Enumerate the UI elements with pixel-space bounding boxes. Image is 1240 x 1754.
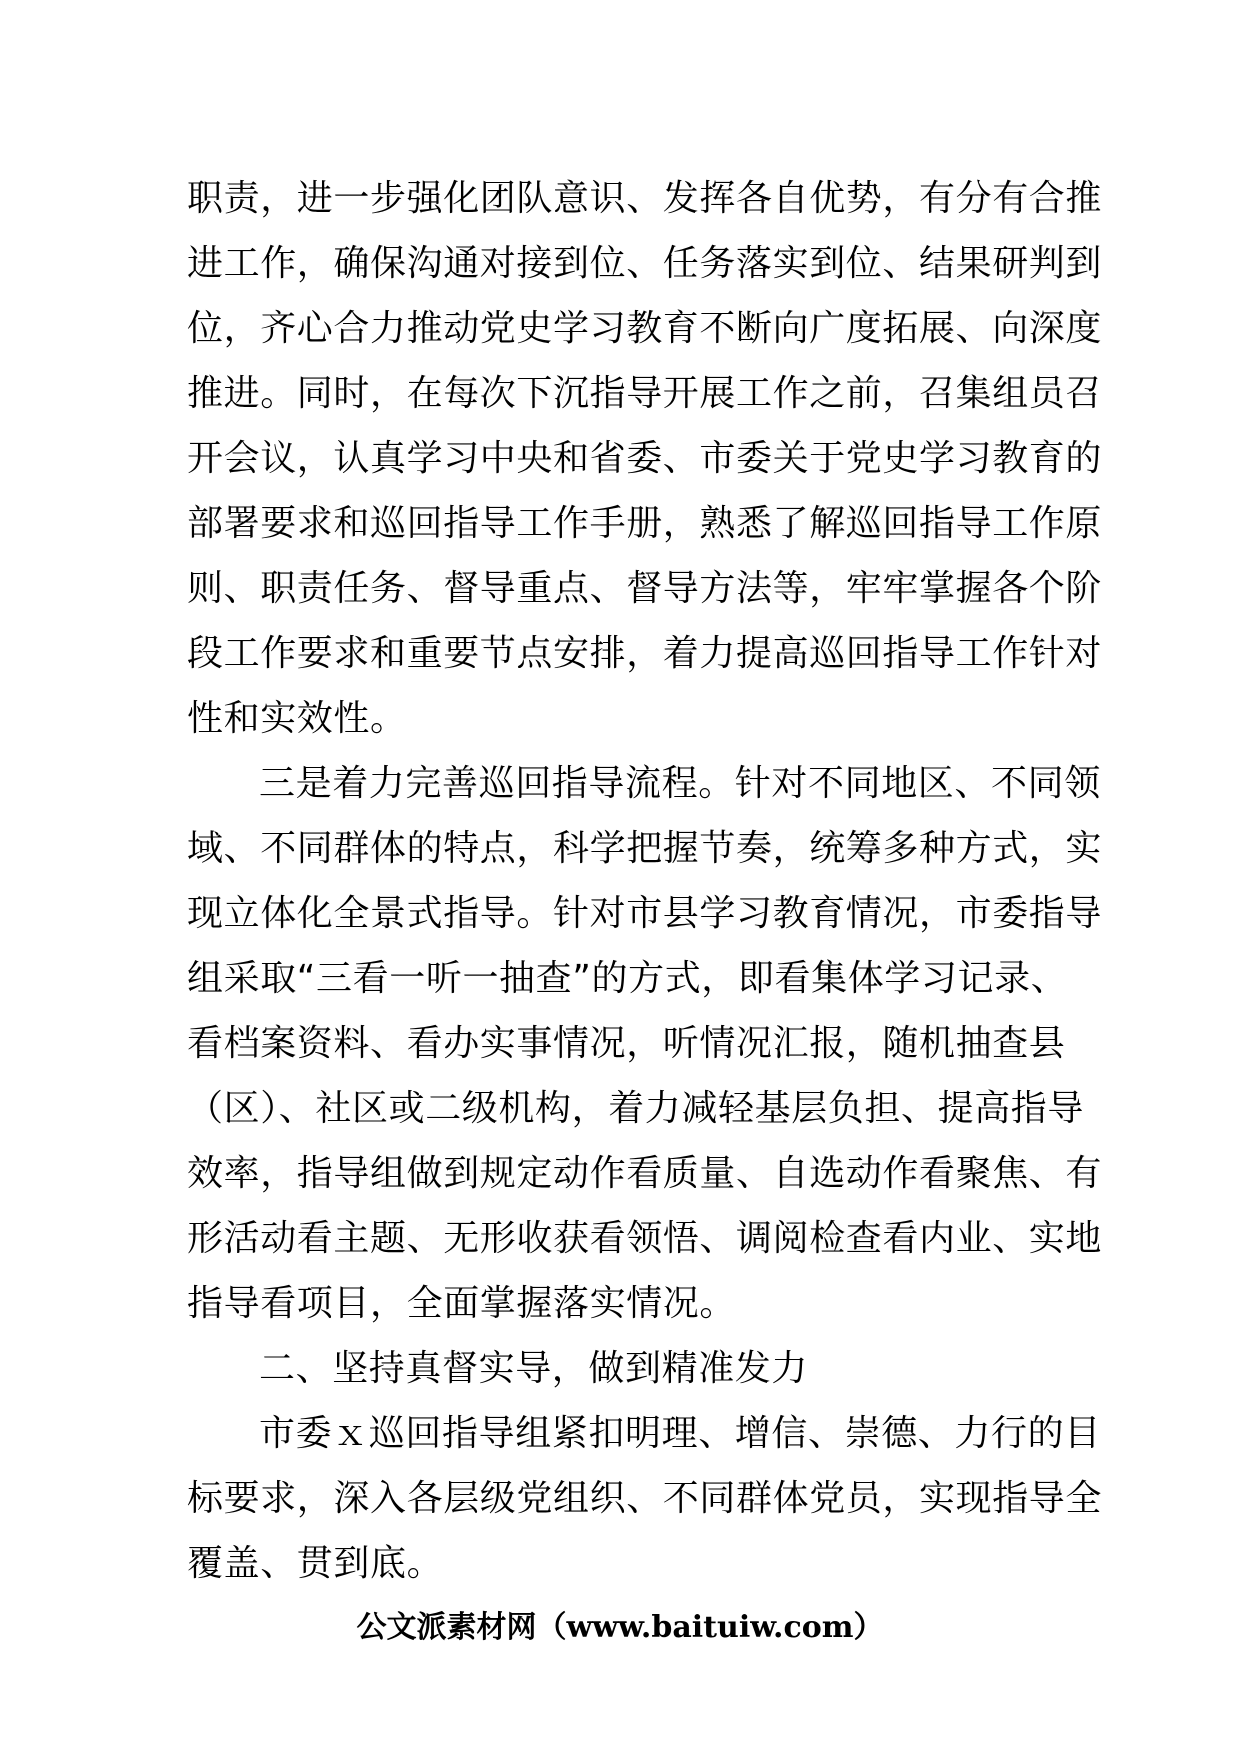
paragraph-line: 现立体化全景式指导。针对市县学习教育情况，市委指导	[187, 893, 1103, 934]
paragraph-line: 效率，指导组做到规定动作看质量、自选动作看聚焦、有	[187, 1153, 1103, 1194]
paragraph-line: 三是着力完善巡回指导流程。针对不同地区、不同领	[259, 763, 1101, 804]
paragraph-2	[187, 751, 1103, 1336]
paragraph-line: 进工作，确保沟通对接到位、任务落实到位、结果研判到	[187, 243, 1103, 284]
paragraph-line: 段工作要求和重要节点安排，着力提高巡回指导工作针对	[187, 633, 1103, 674]
paragraph-line: 开会议，认真学习中央和省委、市委关于党史学习教育的	[187, 438, 1103, 479]
paragraph-1	[187, 166, 1103, 751]
paragraph-line: 位，齐心合力推动党史学习教育不断向广度拓展、向深度	[187, 308, 1103, 349]
paragraph-line: 市委ｘ巡回指导组紧扣明理、增信、崇德、力行的目	[259, 1413, 1101, 1454]
paragraph-line: 看档案资料、看办实事情况，听情况汇报，随机抽查县	[187, 1023, 1066, 1064]
paragraph-line: 则、职责任务、督导重点、督导方法等，牢牢掌握各个阶	[187, 568, 1103, 609]
paragraph-line: 部署要求和巡回指导工作手册，熟悉了解巡回指导工作原	[187, 503, 1103, 544]
paragraph-line: 组采取“三看一听一抽查”的方式，即看集体学习记录、	[187, 958, 1068, 999]
paragraph-line: 形活动看主题、无形收获看领悟、调阅检查看内业、实地	[187, 1218, 1103, 1259]
section-heading: 二、坚持真督实导，做到精准发力	[259, 1348, 809, 1389]
paragraph-line: 职责，进一步强化团队意识、发挥各自优势，有分有合推	[187, 178, 1103, 219]
document-body	[187, 166, 1103, 1596]
paragraph-3	[187, 1401, 1103, 1596]
paragraph-line: 域、不同群体的特点，科学把握节奏，统筹多种方式，实	[187, 828, 1103, 869]
paragraph-line: 标要求，深入各层级党组织、不同群体党员，实现指导全	[187, 1478, 1103, 1519]
paragraph-line: 推进。同时，在每次下沉指导开展工作之前，召集组员召	[187, 373, 1103, 414]
paragraph-line: （区）、社区或二级机构，着力减轻基层负担、提高指导	[187, 1088, 1085, 1129]
footer-watermark: 公文派素材网（www.baituiw.com）	[356, 1610, 884, 1645]
paragraph-line: 性和实效性。	[187, 698, 407, 739]
paragraph-line: 指导看项目，全面掌握落实情况。	[187, 1283, 737, 1324]
paragraph-line: 覆盖、贯到底。	[187, 1543, 444, 1584]
